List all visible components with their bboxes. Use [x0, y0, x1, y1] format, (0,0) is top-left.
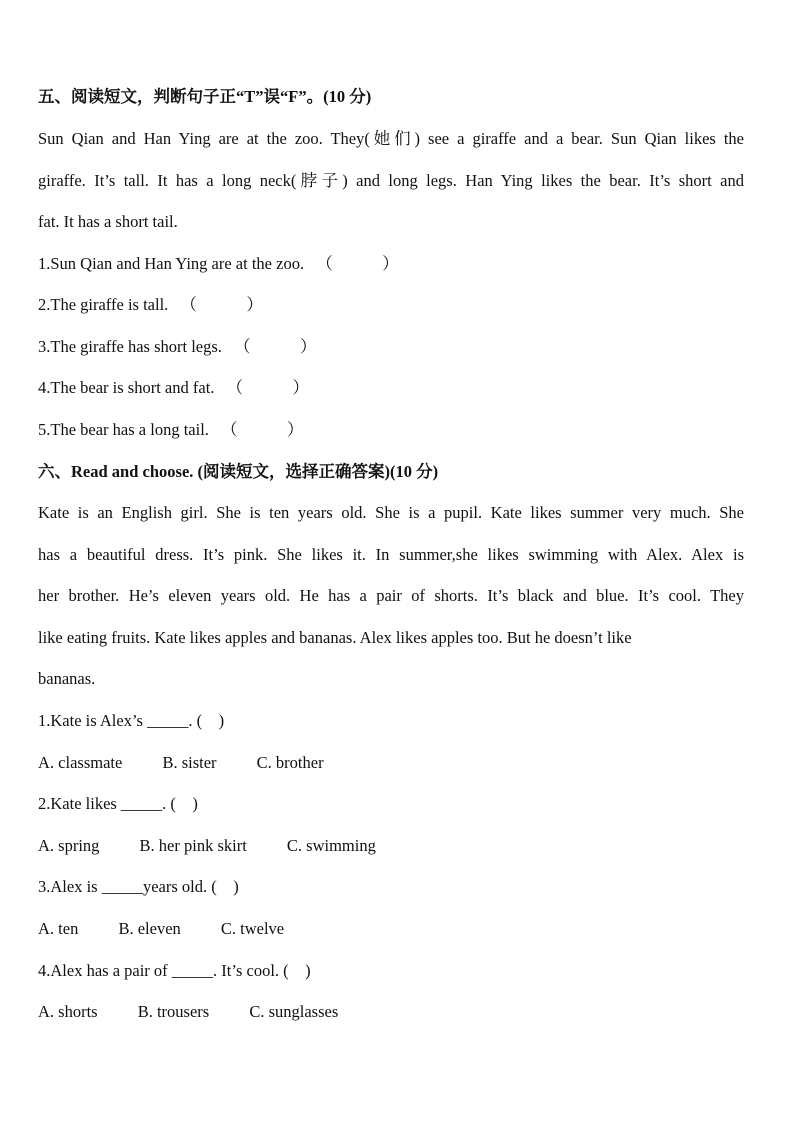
- section5-question-2: [38, 294, 263, 316]
- section6-question-3: 3.Alex is _____years old. ( ): [38, 877, 239, 896]
- section5-passage-line-1: Sun Qian and Han Ying are at the zoo. They(她们) see a giraffe and a bear. Sun Qian likes the: [38, 129, 744, 148]
- answer-paren[interactable]: （ ）: [221, 420, 304, 439]
- section5-question-4: [38, 377, 309, 399]
- option-c[interactable]: C. brother: [256, 753, 324, 772]
- question-text: 3.The giraffe has short legs.: [38, 337, 222, 356]
- question-text: 2.The giraffe is tall.: [38, 295, 169, 314]
- section6-question-1: 1.Kate is Alex’s _____. ( ): [38, 711, 225, 730]
- section5-question-5: [38, 419, 304, 441]
- option-c[interactable]: C. swimming: [286, 836, 376, 855]
- answer-paren[interactable]: （ ）: [234, 337, 317, 356]
- question-text: 1.Sun Qian and Han Ying are at the zoo.: [38, 254, 305, 273]
- section6-question-4: 4.Alex has a pair of _____. It’s cool. ( ): [38, 961, 311, 980]
- option-b[interactable]: B. trousers: [137, 1002, 210, 1021]
- section6-options-4: [38, 1001, 338, 1023]
- section6-heading: 六、Read and choose. (阅读短文，选择正确答案)(10 分): [38, 462, 439, 481]
- option-b[interactable]: B. eleven: [118, 919, 181, 938]
- section6-question-2: 2.Kate likes _____. ( ): [38, 794, 198, 813]
- section6-passage-line-4: like eating fruits. Kate likes apples and bananas. Alex likes apples too. But he doesn’t like: [38, 628, 632, 647]
- question-text: 5.The bear has a long tail.: [38, 420, 209, 439]
- section5-question-3: [38, 336, 317, 358]
- option-b[interactable]: B. her pink skirt: [139, 836, 247, 855]
- option-a[interactable]: A. ten: [38, 919, 79, 938]
- option-b[interactable]: B. sister: [162, 753, 217, 772]
- option-c[interactable]: C. sunglasses: [249, 1002, 339, 1021]
- answer-paren[interactable]: （ ）: [180, 295, 263, 314]
- option-a[interactable]: A. classmate: [38, 753, 123, 772]
- answer-paren[interactable]: （ ）: [226, 378, 310, 397]
- section6-passage-line-5: bananas.: [38, 669, 96, 688]
- section6-options-3: [38, 918, 284, 940]
- section5-question-1: [38, 253, 399, 275]
- section5-passage-line-2: giraffe. It’s tall. It has a long neck(脖子) and long legs. Han Ying likes the bear. It’s short and: [38, 171, 744, 190]
- section6-passage-line-1: Kate is an English girl. She is ten years old. She is a pupil. Kate likes summer very much. She: [38, 503, 744, 522]
- section5-heading: 五、阅读短文，判断句子正“T”误“F”。(10 分): [38, 87, 372, 106]
- option-a[interactable]: A. shorts: [38, 1002, 98, 1021]
- section6-options-1: [38, 752, 324, 774]
- section6-passage-line-2: has a beautiful dress. It’s pink. She likes it. In summer,she likes swimming with Alex. Alex is: [38, 545, 744, 564]
- option-c[interactable]: C. twelve: [220, 919, 285, 938]
- section5-passage-line-3: fat. It has a short tail.: [38, 212, 178, 231]
- option-a[interactable]: A. spring: [38, 836, 100, 855]
- answer-paren[interactable]: （ ）: [316, 254, 399, 273]
- section6-options-2: [38, 835, 376, 857]
- section6-passage-line-3: her brother. He’s eleven years old. He has a pair of shorts. It’s black and blue. It’s cool. They: [38, 586, 744, 605]
- question-text: 4.The bear is short and fat.: [38, 378, 215, 397]
